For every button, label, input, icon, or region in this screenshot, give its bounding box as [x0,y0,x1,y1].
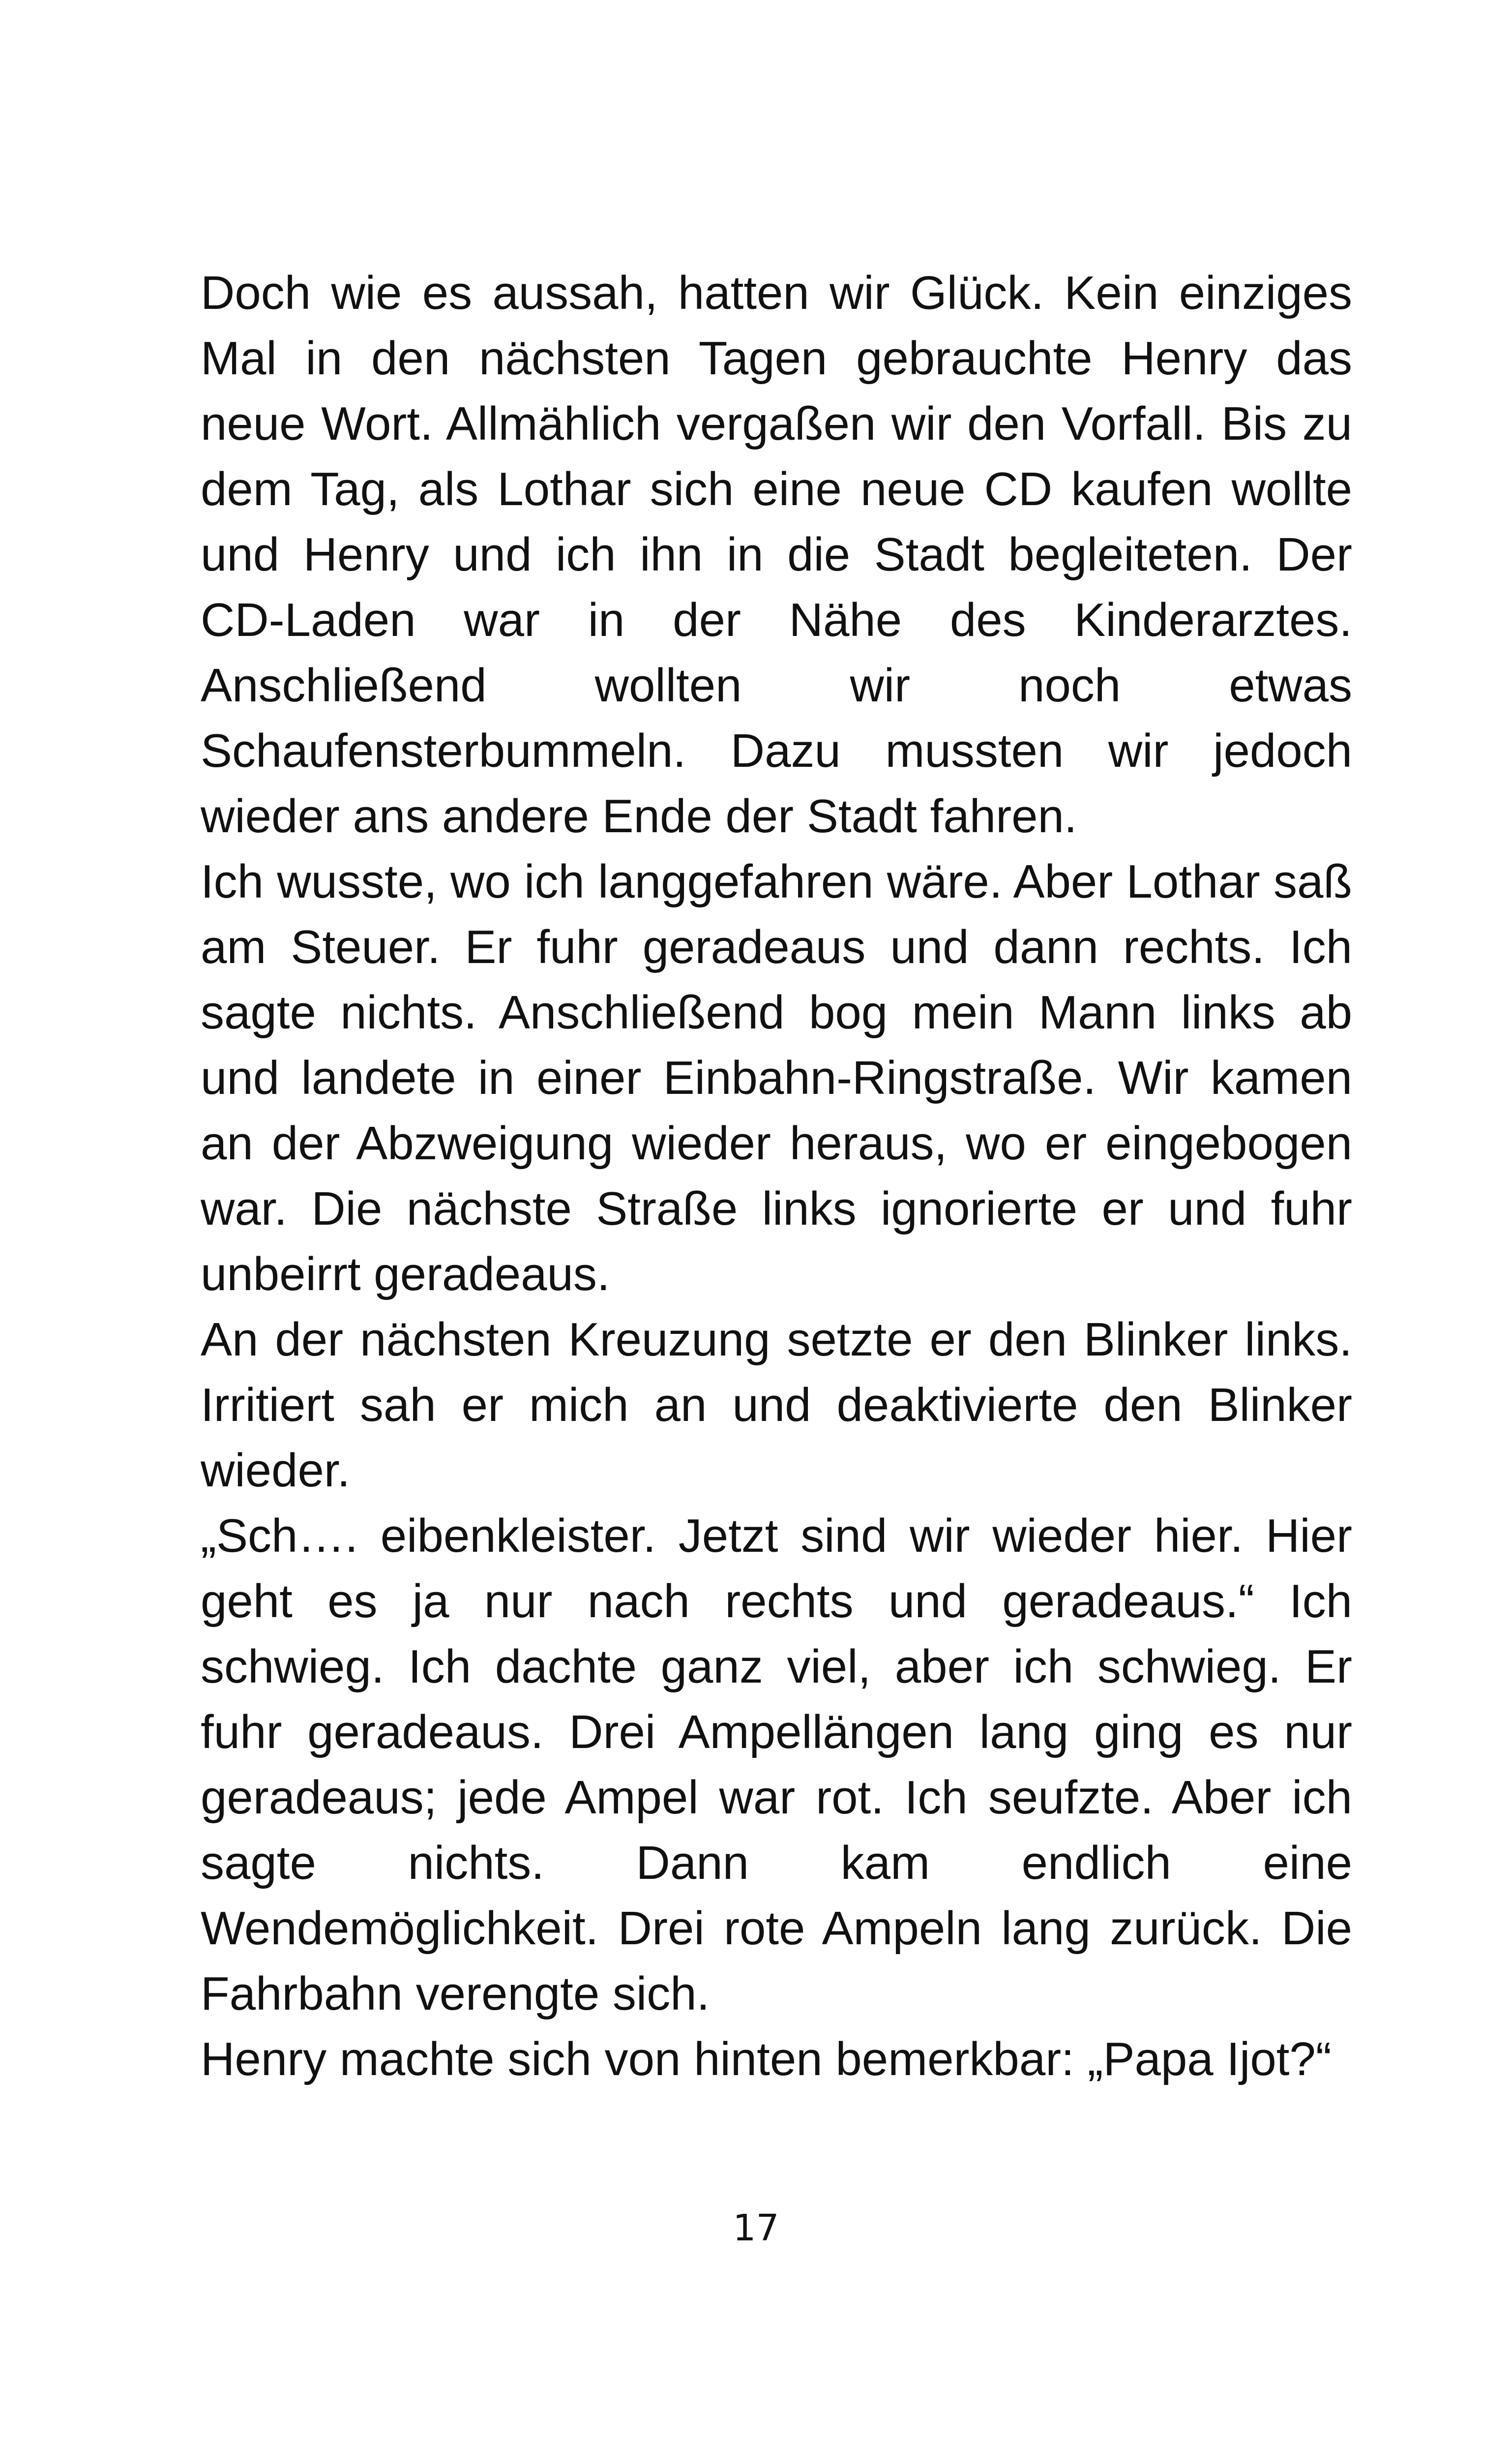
paragraph-5: Henry machte sich von hinten bemerkbar: „Papa Ijot?“ [201,2033,1332,2085]
paragraph-4: „Sch…. eibenkleister. Jetzt sind wir wieder hier. Hier geht es ja nur nach rechts und geradeaus.“ Ich schwieg. Ich dachte ganz viel, aber ich schwieg. Er fuhr geradeaus. Drei Ampellängen lang ging es nur geradeaus; jede Ampel war rot. Ich seufzte. Aber ich sagte nichts. Dann kam endlich eine Wendemöglichkeit. Drei rote Ampeln lang zurück. Die Fahrbahn verengte sich. [201,1509,1352,2020]
paragraph-3: An der nächsten Kreuzung setzte er den Blinker links. Irritiert sah er mich an und deaktivierte den Blinker wieder. [201,1313,1352,1497]
body-text [201,260,1352,2092]
paragraph-2: Ich wusste, wo ich langgefahren wäre. Aber Lothar saß am Steuer. Er fuhr geradeaus und dann rechts. Ich sagte nichts. Anschließend bog mein Mann links ab und landete in einer Einbahn-Ringstraße. Wir kamen an der Abzweigung wieder heraus, wo er eingebogen war. Die nächste Straße links ignorierte er und fuhr unbeirrt geradeaus. [201,855,1352,1300]
paragraph-1: Doch wie es aussah, hatten wir Glück. Kein einziges Mal in den nächsten Tagen gebrauchte Henry das neue Wort. Allmählich vergaßen wir den Vorfall. Bis zu dem Tag, als Lothar sich eine neue CD kaufen wollte und Henry und ich ihn in die Stadt begleiteten. Der CD-Laden war in der Nähe des Kinderarztes. Anschließend wollten wir noch etwas Schaufensterbummeln. Dazu mussten wir jedoch wieder ans andere Ende der Stadt fahren. [201,267,1352,843]
page-number: 17 [733,2207,779,2249]
